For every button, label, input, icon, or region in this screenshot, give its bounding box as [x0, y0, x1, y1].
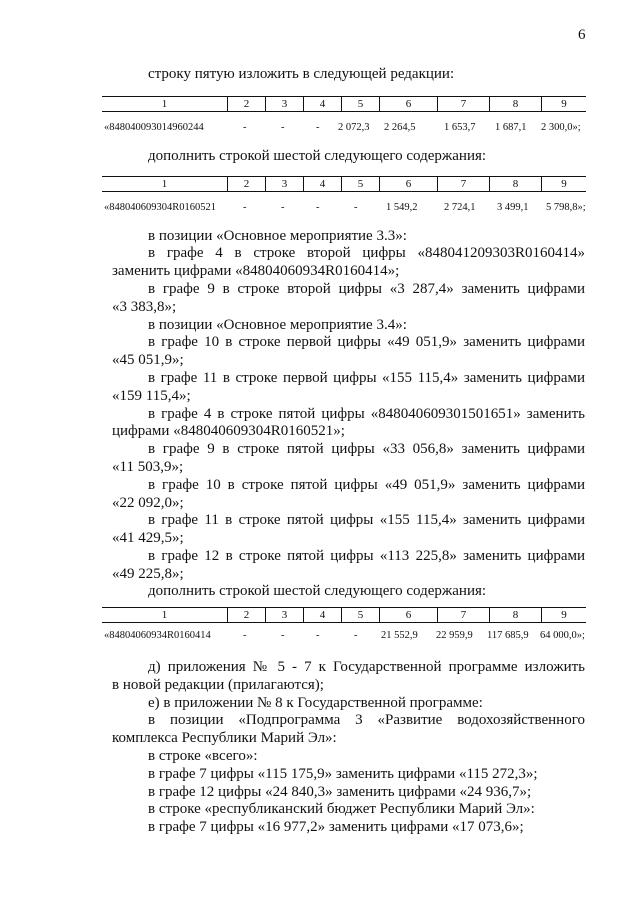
table-cell: 2 264,5 [384, 122, 416, 133]
body-line: «45 051,9»; [112, 352, 184, 368]
body-line: е) в приложении № 8 к Государственной программе: [148, 695, 483, 711]
table-cell: 2 724,1 [444, 202, 476, 213]
table-cell: 1 653,7 [444, 122, 476, 133]
table-cell: 1 549,2 [386, 202, 418, 213]
table-cell: - [281, 630, 285, 641]
body-line: в позиции «Основное мероприятие 3.3»: [148, 228, 407, 244]
table-cell: 2 300,0»; [541, 122, 581, 133]
table-header-cell: 5 [341, 97, 379, 111]
table-cell: 21 552,9 [381, 630, 418, 641]
body-line: дополнить строкой шестой следующего содержания: [148, 583, 487, 599]
body-line: в графе 11 в строке пятой цифры «155 115,4» заменить цифрами [148, 512, 585, 528]
table-header-cell: 4 [303, 177, 341, 191]
table-header-cell: 1 [161, 609, 168, 621]
body-line: комплекса Республики Марий Эл»: [112, 730, 337, 746]
table-cell: 5 798,8»; [546, 202, 586, 213]
table-header-cell: 8 [489, 177, 541, 191]
body-line: «159 115,4»; [112, 388, 191, 404]
table-cell: - [243, 202, 247, 213]
table-cell: 64 000,0»; [540, 630, 585, 641]
table-header-cell: 4 [303, 97, 341, 111]
table-header-cell: 7 [437, 608, 489, 622]
table-header-cell: 1 [161, 98, 168, 110]
body-line: в графе 11 в строке первой цифры «155 115,4» заменить цифрами [148, 370, 585, 386]
table-header-cell: 9 [541, 97, 586, 111]
page-number: 6 [578, 27, 586, 43]
table-row [104, 121, 588, 135]
body-line: д) приложения № 5 - 7 к Государственной программе изложить [148, 659, 585, 675]
table-cell: 2 072,3 [338, 122, 370, 133]
table-header [102, 607, 586, 623]
body-line: в графе 7 цифры «115 175,9» заменить цифрами «115 272,3»; [148, 766, 538, 782]
body-line: «22 092,0»; [112, 495, 184, 511]
body-line: в графе 10 в строке первой цифры «49 051,9» заменить цифрами [148, 334, 585, 350]
table-header-cell: 9 [541, 177, 586, 191]
table-header-cell: 3 [265, 177, 303, 191]
table-cell: 22 959,9 [436, 630, 473, 641]
body-line: «11 503,9»; [112, 459, 184, 475]
body-line: в строке «всего»: [148, 748, 258, 764]
body-line: в графе 10 в строке пятой цифры «49 051,9» заменить цифрами [148, 477, 585, 493]
body-line: «3 383,8»; [112, 299, 177, 315]
table-header-cell: 2 [227, 177, 265, 191]
table-header-cell: 6 [379, 177, 437, 191]
table-header [102, 96, 586, 112]
table-cell: - [243, 630, 247, 641]
table-cell: 3 499,1 [497, 202, 529, 213]
body-line: «49 225,8»; [112, 566, 184, 582]
body-line: в графе 12 цифры «24 840,3» заменить цифрами «24 936,7»; [148, 784, 532, 800]
table-header-cell: 5 [341, 608, 379, 622]
table-header-cell: 2 [227, 608, 265, 622]
paragraph: строку пятую изложить в следующей редакции: [148, 66, 455, 82]
body-line: в графе 4 в строке второй цифры «848041209303R0160414» [148, 245, 585, 261]
body-line: в графе 9 в строке второй цифры «3 287,4» заменить цифрами [148, 281, 585, 297]
table-cell: - [354, 202, 358, 213]
body-line: заменить цифрами «84804060934R0160414»; [112, 263, 400, 279]
table-header-cell: 9 [541, 608, 586, 622]
table-header-cell: 1 [161, 178, 168, 190]
table-cell: «848040609304R0160521 [104, 202, 217, 213]
table-cell: - [316, 630, 320, 641]
table-header-cell: 8 [489, 608, 541, 622]
table-header-cell: 7 [437, 97, 489, 111]
table-cell: - [281, 202, 285, 213]
table-header-cell: 3 [265, 608, 303, 622]
table-cell: «84804060934R0160414 [104, 630, 211, 641]
body-line: в графе 7 цифры «16 977,2» заменить цифрами «17 073,6»; [148, 819, 524, 835]
body-line: цифрами «848040609304R0160521»; [112, 423, 345, 439]
table-header-cell: 4 [303, 608, 341, 622]
table-cell: - [281, 122, 285, 133]
table-header-cell: 6 [379, 608, 437, 622]
body-line: в графе 4 в строке пятой цифры «848040609301501651» заменить [148, 406, 585, 422]
table-cell: - [316, 202, 320, 213]
table-cell: - [316, 122, 320, 133]
table-header [102, 176, 586, 192]
table-header-cell: 2 [227, 97, 265, 111]
table-cell: 117 685,9 [487, 630, 529, 641]
table-cell: - [243, 122, 247, 133]
body-line: «41 429,5»; [112, 530, 184, 546]
body-line: в графе 12 в строке пятой цифры «113 225,8» заменить цифрами [148, 548, 585, 564]
body-line: в графе 9 в строке пятой цифры «33 056,8» заменить цифрами [148, 441, 585, 457]
table-row [104, 201, 588, 215]
body-line: в строке «республиканский бюджет Республики Марий Эл»: [148, 801, 535, 817]
body-line: в позиции «Основное мероприятие 3.4»: [148, 317, 407, 333]
table-row [104, 629, 588, 643]
table-header-cell: 8 [489, 97, 541, 111]
table-cell: 1 687,1 [495, 122, 527, 133]
table-cell: - [354, 630, 358, 641]
body-line: в позиции «Подпрограмма 3 «Развитие водохозяйственного [148, 712, 585, 728]
table-header-cell: 3 [265, 97, 303, 111]
table-header-cell: 6 [379, 97, 437, 111]
paragraph: дополнить строкой шестой следующего содержания: [148, 148, 487, 164]
table-cell: «848040093014960244 [104, 122, 204, 133]
table-header-cell: 7 [437, 177, 489, 191]
table-header-cell: 5 [341, 177, 379, 191]
body-line: в новой редакции (прилагаются); [112, 677, 324, 693]
